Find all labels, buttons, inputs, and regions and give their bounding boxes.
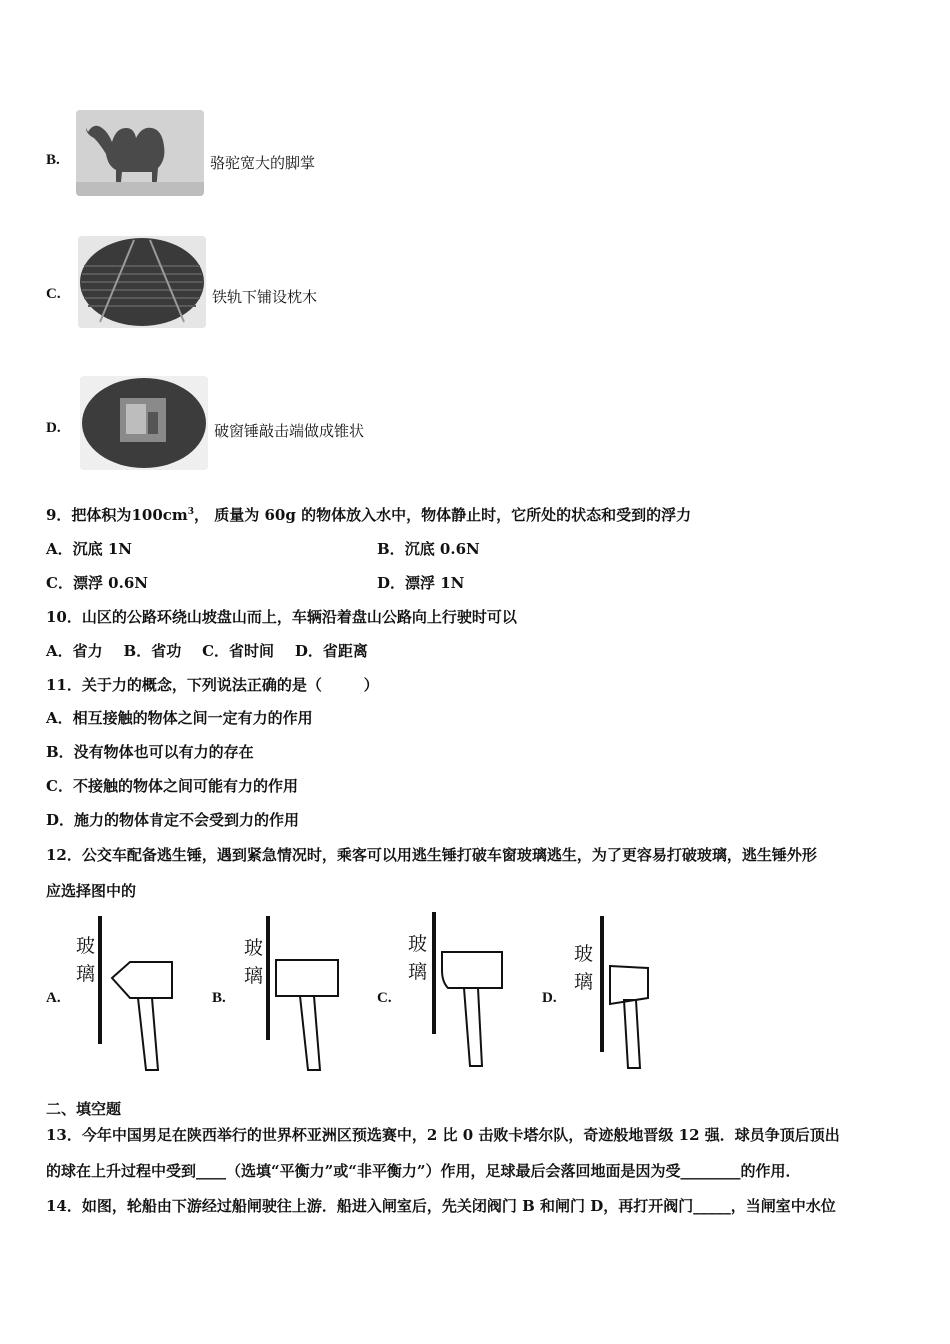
glass-label: 玻璃 [244,937,266,987]
q12-option-c-letter: C. [377,990,392,1006]
q12-stem-line1: 12．公交车配备逃生锤，遇到紧急情况时，乘客可以用逃生锤打破车窗玻璃逃生，为了更容易打破玻璃，逃生锤外形 [46,846,817,864]
q12-hammer-b-figure [238,914,348,1076]
glass-label: 玻璃 [574,943,596,993]
q9-volume-exponent: 3 [187,507,195,517]
q9-stem-post: ， 质量为 60g 的物体放入水中，物体静止时，它所处的状态和受到的浮力 [194,506,692,524]
q11-option-c: C．不接触的物体之间可能有力的作用 [46,777,298,795]
section-title: 二、填空题 [46,1100,122,1118]
q14-line1: 14．如图，轮船由下游经过船闸驶往上游．船进入闸室后，先关闭阀门 B 和闸门 D，再打开阀门_____，当闸室中水位 [46,1197,836,1215]
safety-hammer-image [80,376,208,470]
q11-option-b: B．没有物体也可以有力的存在 [46,743,254,761]
q13-line1: 13．今年中国男足在陕西举行的世界杯亚洲区预选赛中，2 比 0 击败卡塔尔队，奇迹般地晋级 12 强．球员争顶后顶出 [46,1126,840,1144]
q12-option-b-letter: B. [212,990,226,1006]
q9-option-a: A．沉底 1N [46,540,133,558]
camel-image [76,110,204,196]
railway-image [78,236,206,328]
q11-option-d: D．施力的物体肯定不会受到力的作用 [46,811,300,829]
q12-stem-line2: 应选择图中的 [46,882,137,900]
option-c-letter: C. [46,286,61,302]
q11-stem: 11．关于力的概念，下列说法正确的是（ ） [46,676,379,694]
q11-option-a: A．相互接触的物体之间一定有力的作用 [46,709,313,727]
q13-line2: 的球在上升过程中受到____（选填“平衡力”或“非平衡力”）作用，足球最后会落回地面是因为受________的作用． [46,1162,801,1180]
q9-stem-pre: 9．把体积为 [46,506,132,524]
q12-hammer-a-figure [72,912,182,1074]
option-b-caption: 骆驼宽大的脚掌 [210,154,316,172]
q9-stem [46,504,691,525]
glass-label: 玻璃 [76,935,98,985]
option-d-letter: D. [46,420,61,436]
q9-option-b: B．沉底 0.6N [377,540,480,558]
q10-options: A．省力 B．省功 C．省时间 D．省距离 [46,642,368,660]
glass-label: 玻璃 [408,933,430,983]
q9-option-d: D．漂浮 1N [377,574,465,592]
q12-hammer-c-figure [404,910,514,1072]
q9-option-c: C．漂浮 0.6N [46,574,148,592]
option-b-letter: B. [46,152,60,168]
q10-stem: 10．山区的公路环绕山坡盘山而上，车辆沿着盘山公路向上行驶时可以 [46,608,517,626]
q12-option-a-letter: A. [46,990,61,1006]
q9-volume: 100cm [131,506,188,524]
q12-hammer-d-figure [568,912,678,1074]
q12-option-d-letter: D. [542,990,557,1006]
option-d-caption: 破窗锤敲击端做成锥状 [214,422,365,440]
option-c-caption: 铁轨下铺设枕木 [212,288,318,306]
